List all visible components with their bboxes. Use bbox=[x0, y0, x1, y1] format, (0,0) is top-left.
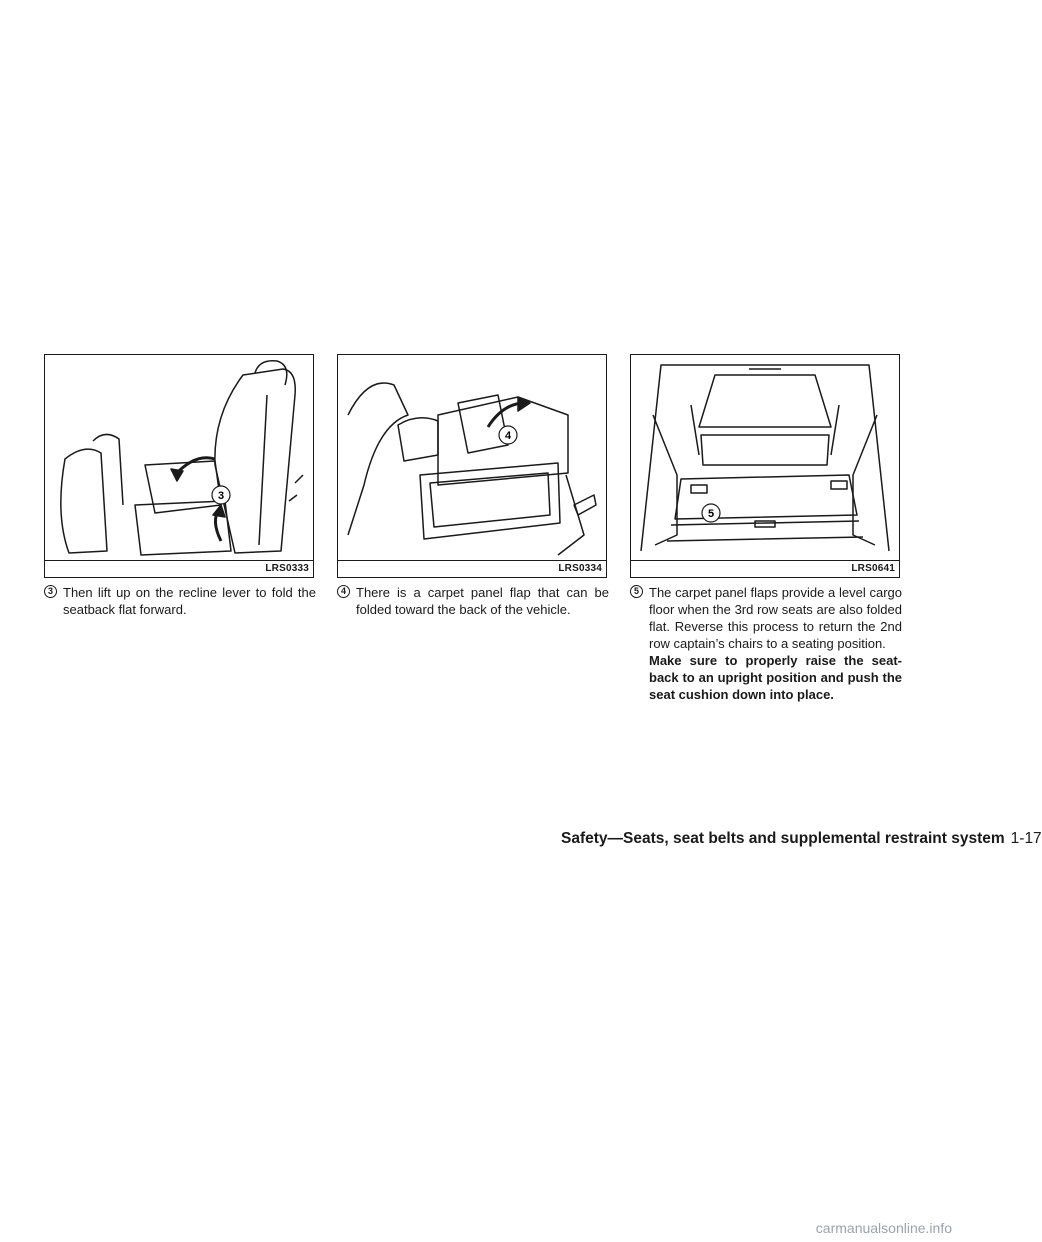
step-text: There is a carpet panel flap that can be folded toward the back of the vehicle. bbox=[356, 585, 609, 617]
seat-illustration bbox=[45, 355, 313, 563]
step-number-badge: 5 bbox=[630, 585, 643, 598]
step-text: Then lift up on the recline lever to fold the seatback flat forward. bbox=[63, 585, 316, 617]
step-number-badge: 3 bbox=[44, 585, 57, 598]
page-footer bbox=[561, 830, 1042, 848]
callout-label: 3 bbox=[217, 490, 225, 502]
figure-carpet-flap bbox=[337, 354, 607, 578]
figure-code: LRS0333 bbox=[45, 560, 313, 577]
section-title: Safety—Seats, seat belts and supplemental restraint system bbox=[561, 830, 1005, 847]
watermark: carmanualsonline.info bbox=[815, 1220, 952, 1236]
step-number-badge: 4 bbox=[337, 585, 350, 598]
step-3 bbox=[44, 584, 316, 618]
step-text: The carpet panel flaps provide a level cargo floor when the 3rd row seats are also folded flat. Reverse this process to return the 2nd row captain’s chairs to a seating position. bbox=[649, 585, 902, 651]
figure-recline-lever bbox=[44, 354, 314, 578]
step-warning-text: Make sure to properly raise the seat-back to an upright position and push the seat cushion down into place. bbox=[649, 653, 902, 702]
figure-code: LRS0334 bbox=[338, 560, 606, 577]
callout-label: 5 bbox=[707, 508, 715, 520]
step-4 bbox=[337, 584, 609, 618]
figure-code: LRS0641 bbox=[631, 560, 899, 577]
step-5 bbox=[630, 584, 902, 703]
cargo-floor-illustration bbox=[631, 355, 899, 563]
carpet-flap-illustration bbox=[338, 355, 606, 563]
figure-cargo-floor bbox=[630, 354, 900, 578]
page-number: 1-17 bbox=[1010, 830, 1042, 847]
callout-label: 4 bbox=[504, 430, 512, 442]
